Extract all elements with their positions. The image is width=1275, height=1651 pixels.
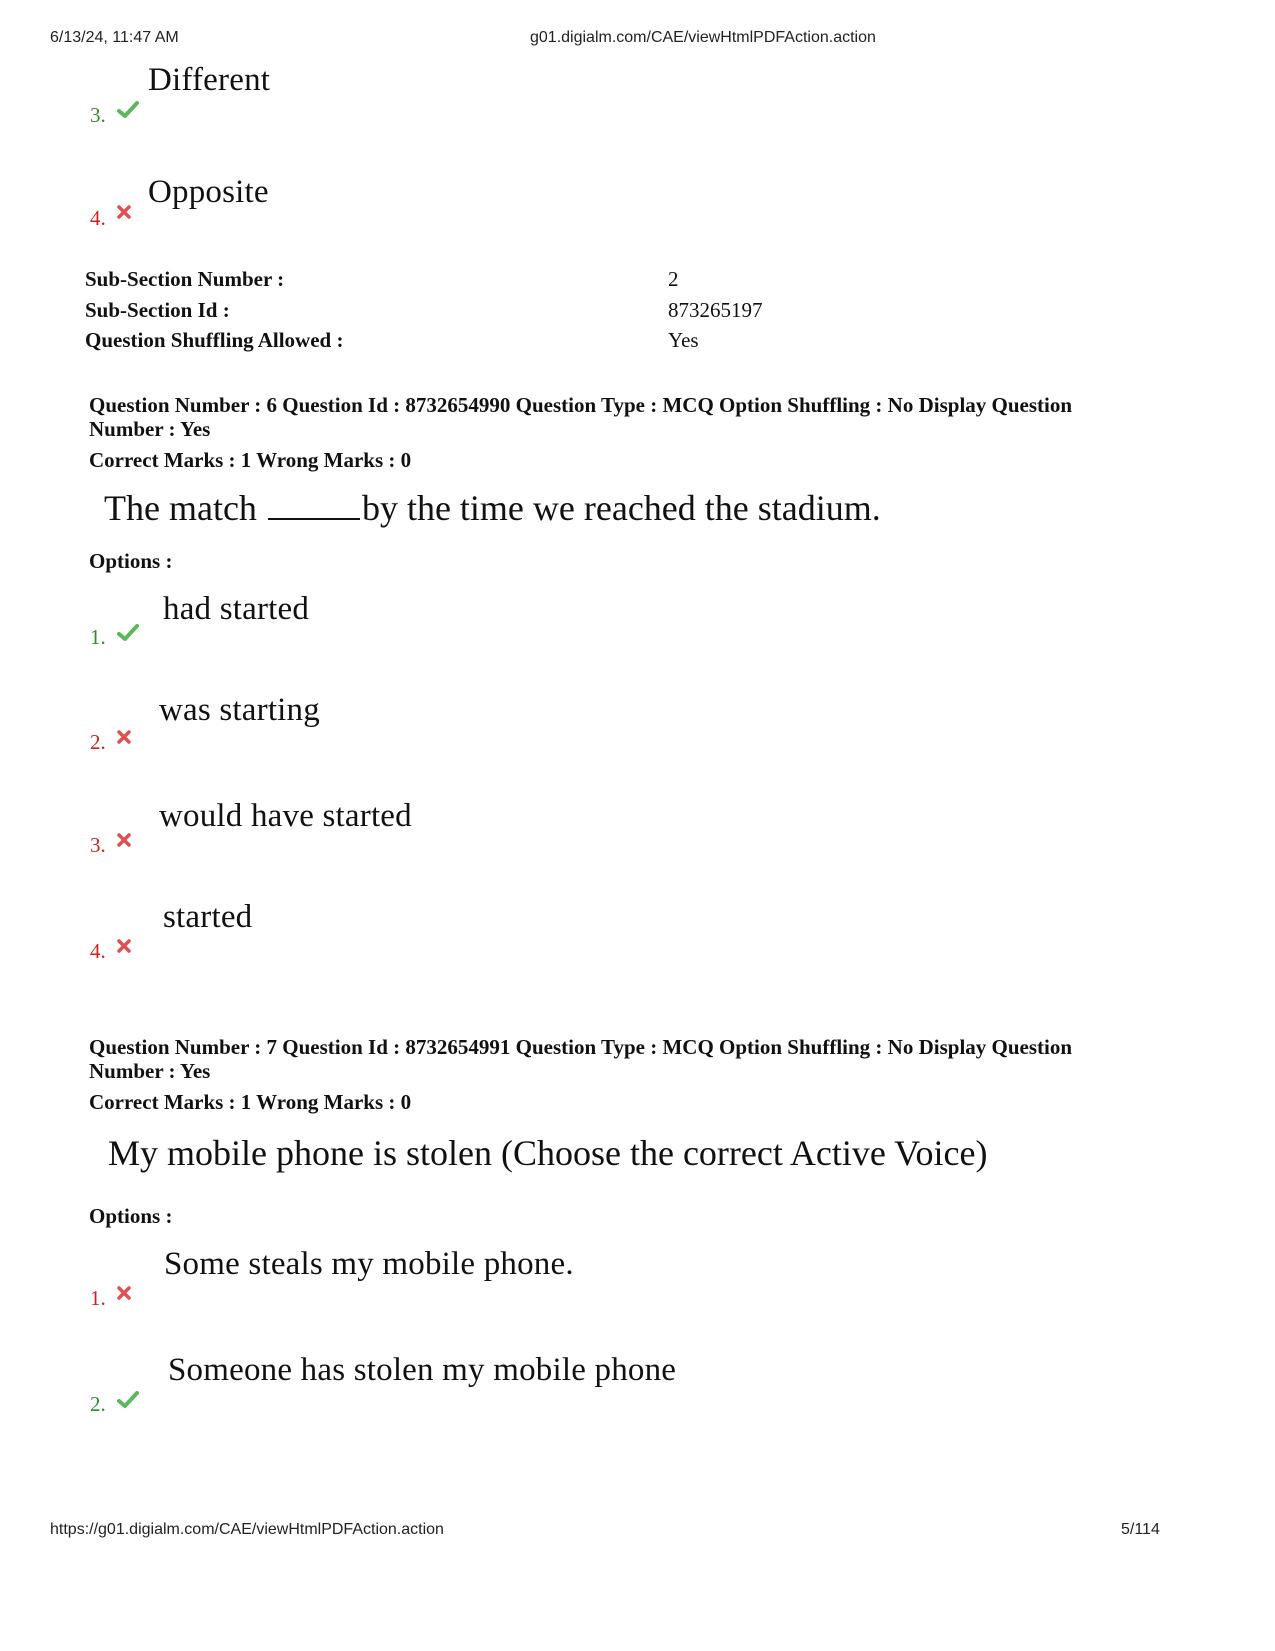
cross-icon	[117, 730, 131, 744]
option-text: Different	[148, 62, 271, 98]
option-text: would have started	[159, 798, 412, 834]
check-icon	[117, 101, 139, 119]
fill-in-blank	[268, 490, 360, 520]
option-text: Someone has stolen my mobile phone	[168, 1352, 677, 1388]
cross-icon	[117, 1286, 131, 1300]
check-icon	[117, 624, 139, 642]
option-text: Some steals my mobile phone.	[164, 1246, 574, 1282]
option-text: started	[163, 899, 253, 935]
subsection-number-label: Sub-Section Number :	[85, 267, 285, 291]
cross-icon	[117, 939, 131, 953]
subsection-id-value: 873265197	[668, 298, 763, 322]
cross-icon	[117, 205, 131, 219]
question-marks: Correct Marks : 1 Wrong Marks : 0	[89, 448, 412, 472]
subsection-number-value: 2	[668, 267, 679, 291]
question-meta: Question Number : 6 Question Id : 8732654990 Question Type : MCQ Option Shuffling : No Display Question	[89, 393, 1073, 417]
print-footer-url: https://g01.digialm.com/CAE/viewHtmlPDFAction.action	[50, 1521, 444, 1538]
question-shuffling-label: Question Shuffling Allowed :	[85, 328, 344, 352]
option-text: Opposite	[148, 174, 269, 210]
option-number: 1.	[90, 625, 139, 650]
subsection-id-label: Sub-Section Id :	[85, 298, 230, 322]
option-text: was starting	[159, 692, 320, 728]
check-icon	[117, 1391, 139, 1409]
question-marks: Correct Marks : 1 Wrong Marks : 0	[89, 1090, 412, 1114]
page-number: 5/114	[1121, 1521, 1160, 1538]
option-number: 4.	[90, 206, 131, 231]
question-text: The match by the time we reached the stadium.	[104, 488, 881, 528]
cross-icon	[117, 833, 131, 847]
print-datetime: 6/13/24, 11:47 AM	[50, 29, 179, 46]
option-number: 4.	[90, 939, 131, 964]
question-meta: Question Number : 7 Question Id : 8732654991 Question Type : MCQ Option Shuffling : No Display Question	[89, 1035, 1073, 1059]
option-text: had started	[163, 591, 310, 627]
question-meta-cont: Number : Yes	[89, 417, 211, 441]
option-number: 2.	[90, 730, 131, 755]
option-number: 3.	[90, 833, 131, 858]
question-meta-cont: Number : Yes	[89, 1059, 211, 1083]
option-number: 3.	[90, 103, 139, 128]
option-number: 1.	[90, 1286, 131, 1311]
option-number: 2.	[90, 1392, 139, 1417]
question-shuffling-value: Yes	[668, 328, 699, 352]
print-header-url: g01.digialm.com/CAE/viewHtmlPDFAction.action	[530, 29, 876, 46]
question-text: My mobile phone is stolen (Choose the correct Active Voice)	[108, 1133, 988, 1173]
options-label: Options :	[89, 1204, 173, 1228]
options-label: Options :	[89, 549, 173, 573]
